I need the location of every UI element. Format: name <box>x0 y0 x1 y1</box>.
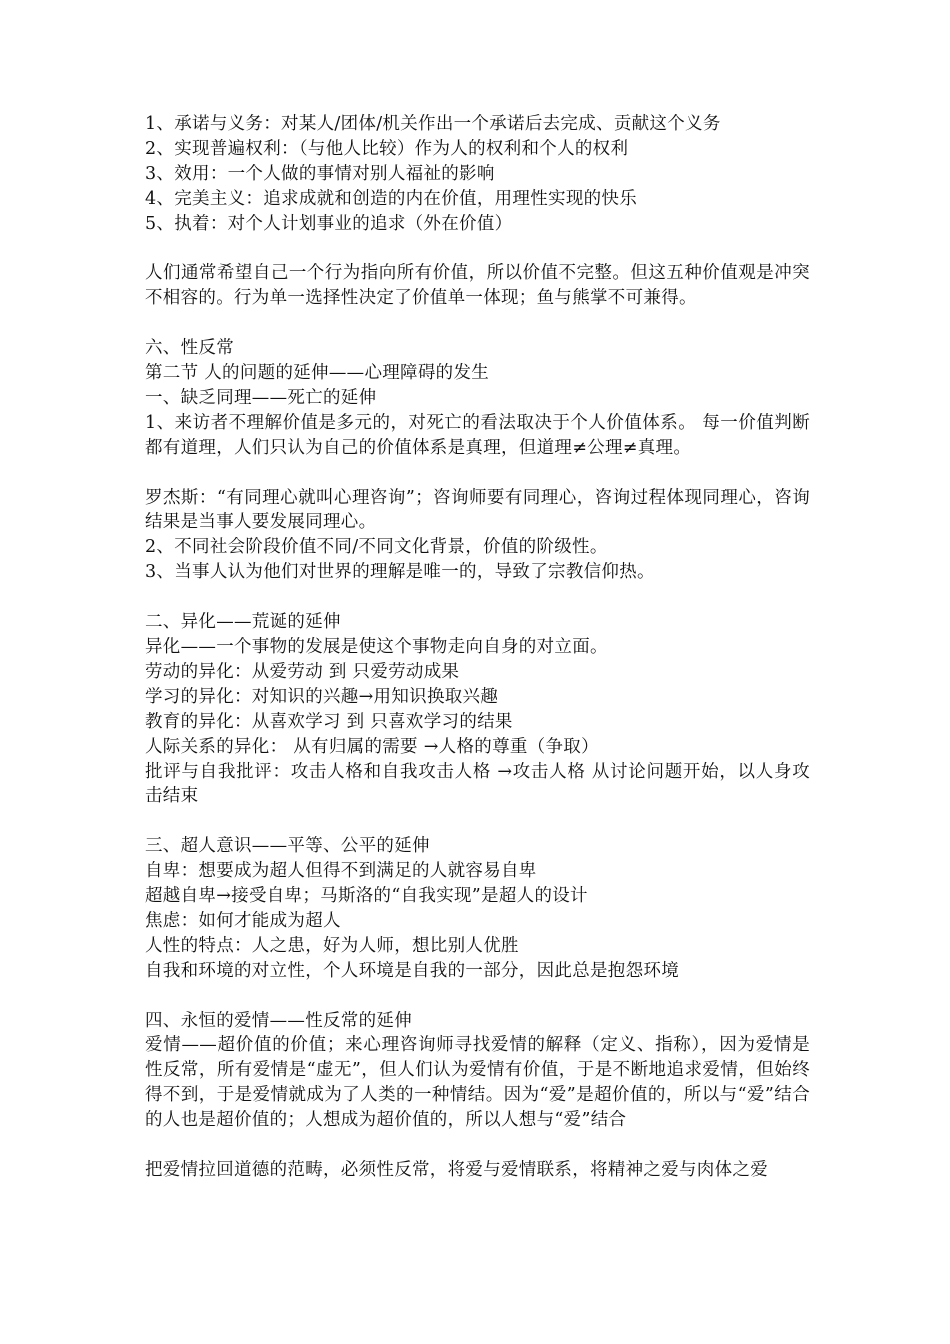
value-item-3: 3、效用：一个人做的事情对别人福祉的影响 <box>145 163 495 184</box>
document-page <box>145 112 810 1183</box>
superman-anxiety: 焦虑：如何才能成为超人 <box>145 910 341 931</box>
heading-alienation: 二、异化——荒诞的延伸 <box>145 612 341 633</box>
heading-lack-of-empathy: 一、缺乏同理——死亡的延伸 <box>145 387 377 408</box>
paragraph-love: 爱情——超价值的价值；来心理咨询师寻找爱情的解释（定义、指称），因为爱情是性反常，所有爱情是“虚无”，但人们认为爱情有价值，于是不断地追求爱情，但始终得不到，于是爱情就成为了人类的一种情结。因为“爱”是超价值的，所以与“爱”结合的人也是超价值的；人想成为超价值的，所以人想与“爱”结合 <box>145 1035 810 1131</box>
alienation-criticism: 批评与自我批评：攻击人格和自我攻击人格 →攻击人格 从讨论问题开始，以人身攻击结束 <box>145 761 810 807</box>
paragraph-value-conflict: 人们通常希望自己一个行为指向所有价值，所以价值不完整。但这五种价值观是冲突不相容的。行为单一选择性决定了价值单一体现；鱼与熊掌不可兼得。 <box>145 263 810 309</box>
blank-line <box>145 809 810 834</box>
blank-line <box>145 237 810 262</box>
value-item-4: 4、完美主义：追求成就和创造的内在价值，用理性实现的快乐 <box>145 188 638 209</box>
blank-line <box>145 1133 810 1158</box>
empathy-item-2: 2、不同社会阶段价值不同/不同文化背景，价值的阶级性。 <box>145 537 608 558</box>
alienation-definition: 异化——一个事物的发展是使这个事物走向自身的对立面。 <box>145 636 608 657</box>
value-item-2: 2、实现普遍权利：（与他人比较）作为人的权利和个人的权利 <box>145 138 629 159</box>
section-heading-2: 第二节 人的问题的延伸——心理障碍的发生 <box>145 363 490 384</box>
heading-eternal-love: 四、永恒的爱情——性反常的延伸 <box>145 1010 412 1031</box>
blank-line <box>145 984 810 1009</box>
heading-sexual-abnormality: 六、性反常 <box>145 338 234 359</box>
alienation-learning: 学习的异化：对知识的兴趣→用知识换取兴趣 <box>145 686 499 707</box>
blank-line <box>145 461 810 486</box>
blank-line <box>145 585 810 610</box>
empathy-item-3: 3、当事人认为他们对世界的理解是唯一的，导致了宗教信仰热。 <box>145 562 655 583</box>
superman-human-nature: 人性的特点：人之患，好为人师，想比别人优胜 <box>145 935 519 956</box>
paragraph-rogers: 罗杰斯：“有同理心就叫心理咨询”；咨询师要有同理心，咨询过程体现同理心，咨询结果是当事人要发展同理心。 <box>145 487 810 533</box>
alienation-education: 教育的异化：从喜欢学习 到 只喜欢学习的结果 <box>145 711 513 732</box>
blank-line <box>145 311 810 336</box>
alienation-labor: 劳动的异化：从爱劳动 到 只爱劳动成果 <box>145 661 460 682</box>
superman-environment: 自我和环境的对立性，个人环境是自我的一部分，因此总是抱怨环境 <box>145 960 679 981</box>
heading-superman: 三、超人意识——平等、公平的延伸 <box>145 836 430 857</box>
value-item-1: 1、承诺与义务：对某人/团体/机关作出一个承诺后去完成、贡献这个义务 <box>145 114 721 134</box>
superman-maslow: 超越自卑→接受自卑；马斯洛的“自我实现”是超人的设计 <box>145 886 588 907</box>
superman-inferiority: 自卑：想要成为超人但得不到满足的人就容易自卑 <box>145 861 537 882</box>
paragraph-value-pluralism: 1、来访者不理解价值是多元的，对死亡的看法取决于个人价值体系。 每一价值判断都有道理，人们只认为自己的价值体系是真理，但道理≠公理≠真理。 <box>145 412 810 458</box>
value-item-5: 5、执着：对个人计划事业的追求（外在价值） <box>145 213 513 234</box>
paragraph-love-morality: 把爱情拉回道德的范畴，必须性反常，将爱与爱情联系，将精神之爱与肉体之爱 <box>145 1159 768 1180</box>
alienation-relationships: 人际关系的异化： 从有归属的需要 →人格的尊重（争取） <box>145 736 599 757</box>
